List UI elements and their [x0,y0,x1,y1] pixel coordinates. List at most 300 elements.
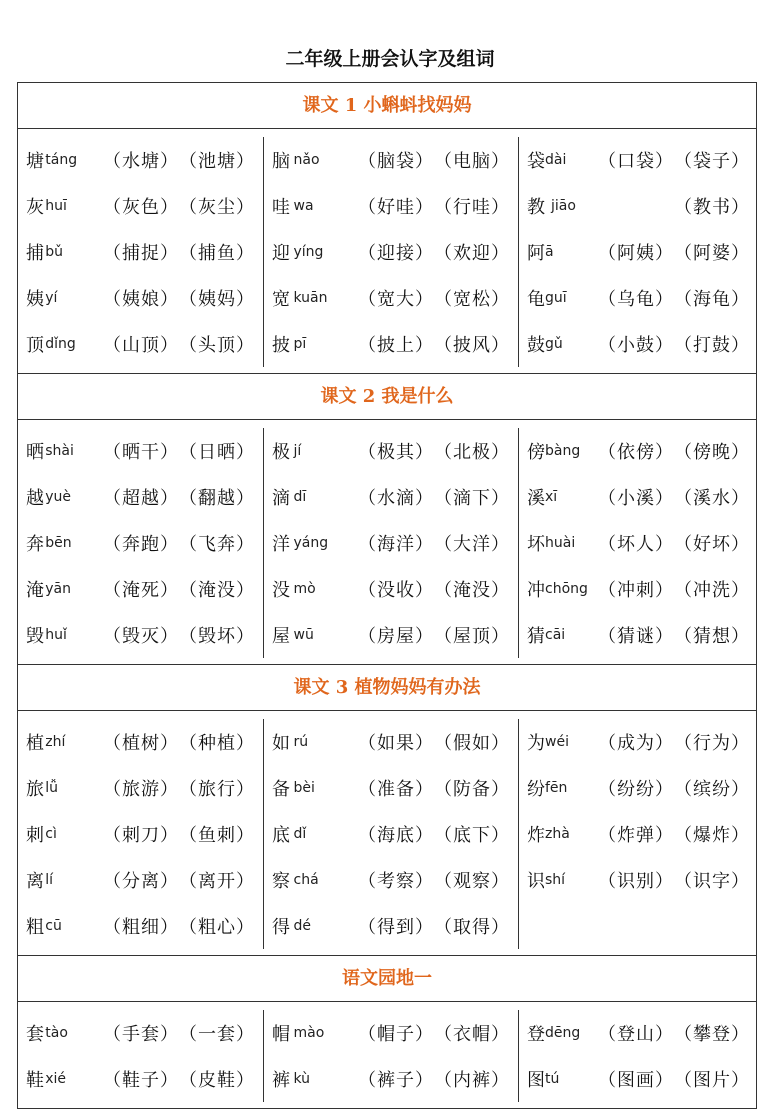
compound-word: （极其） [358,442,434,463]
compound-word: （爆炸） [674,825,750,846]
character-column [519,719,758,949]
character: 图 [527,1070,545,1091]
compound-word: （旅游） [103,779,179,800]
compound-word: （灰色） [103,197,179,218]
character-entry [264,321,518,367]
lesson-grid [17,710,757,955]
compound-word: （屋顶） [434,626,510,647]
lesson-heading: 课文 2 我是什么 [17,373,757,419]
character: 披 [272,335,290,356]
pinyin: bēn [45,535,72,551]
compound-word: （猜谜） [598,626,674,647]
compound-word: （房屋） [358,626,434,647]
compound-word: （山顶） [103,335,179,356]
character: 套 [26,1024,44,1045]
word-group [358,239,518,265]
word-group [598,775,758,801]
compound-word: （图片） [674,1070,750,1091]
pinyin: huài [545,535,576,551]
pinyin: zhí [45,734,66,750]
character: 察 [272,871,290,892]
pinyin: lǚ [45,780,59,796]
character-column [18,1010,264,1102]
pinyin: dǐ [293,826,307,842]
character-entry [519,183,758,229]
character-entry [264,428,518,474]
character: 登 [527,1024,545,1045]
compound-word: （攀登） [674,1024,750,1045]
compound-word: （披上） [358,335,434,356]
compound-word: （旅行） [179,779,255,800]
pinyin: táng [45,152,78,168]
pinyin: mò [293,581,316,597]
compound-word: （淹死） [103,580,179,601]
compound-word: （没收） [358,580,434,601]
compound-word: （奔跑） [103,534,179,555]
character-entry [264,183,518,229]
character: 植 [26,733,44,754]
word-group [598,1066,758,1092]
character: 奔 [26,534,44,555]
character-entry [519,566,758,612]
character-entry [264,474,518,520]
pinyin: bèi [293,780,315,796]
word-group [598,867,758,893]
compound-word: （海洋） [358,534,434,555]
pinyin: kù [293,1071,311,1087]
pinyin: shí [545,872,566,888]
character-entry [264,765,518,811]
character: 冲 [527,580,545,601]
character: 塘 [26,151,44,172]
word-group [358,1020,518,1046]
compound-word: （准备） [358,779,434,800]
compound-word: （毁坏） [179,626,255,647]
character-entry [18,566,263,612]
character: 炸 [527,825,545,846]
compound-word: （乌龟） [598,289,674,310]
lesson-heading: 课文 1 小蝌蚪找妈妈 [17,82,757,128]
character: 纷 [527,779,545,800]
lesson-grid [17,1001,757,1108]
pinyin: wéi [545,734,569,750]
character: 龟 [527,289,545,310]
pinyin: yuè [45,489,72,505]
character-entry [18,474,263,520]
character-entry [18,857,263,903]
character-entry [264,1056,518,1102]
pinyin: guī [545,290,567,306]
compound-word: （纷纷） [598,779,674,800]
pinyin: bǔ [45,244,64,260]
pinyin: dé [293,918,311,934]
compound-word: （皮鞋） [179,1070,255,1091]
character: 傍 [527,442,545,463]
pinyin: cì [45,826,57,842]
compound-word: （取得） [434,917,510,938]
compound-word: （粗细） [103,917,179,938]
character-column [264,719,519,949]
character: 裤 [272,1070,290,1091]
character-column [264,1010,519,1102]
character: 屋 [272,626,290,647]
character-column [264,137,519,367]
character: 旅 [26,779,44,800]
compound-word: （好哇） [358,197,434,218]
compound-word: （冲刺） [598,580,674,601]
character-entry [18,1056,263,1102]
character-entry [18,811,263,857]
character: 没 [272,580,290,601]
word-group [103,1020,263,1046]
compound-word: （防备） [434,779,510,800]
pinyin: cū [45,918,62,934]
compound-word: （头顶） [179,335,255,356]
word-group [358,729,518,755]
compound-word: （超越） [103,488,179,509]
compound-word: （缤纷） [674,779,750,800]
pinyin: yí [45,290,58,306]
character-entry [519,1056,758,1102]
character-column [519,137,758,367]
character: 越 [26,488,44,509]
character-entry [519,229,758,275]
word-group [103,913,263,939]
character-entry [18,765,263,811]
compound-word: （捕鱼） [179,243,255,264]
word-group [358,285,518,311]
word-group [103,239,263,265]
compound-word: （植树） [103,733,179,754]
character-entry [264,1010,518,1056]
word-group [358,438,518,464]
word-group [598,239,758,265]
character-entry [519,811,758,857]
word-group [358,576,518,602]
character-entry [519,520,758,566]
character: 得 [272,917,290,938]
character: 晒 [26,442,44,463]
character-entry [264,275,518,321]
word-group [103,438,263,464]
character: 顶 [26,335,44,356]
character-entry [18,719,263,765]
pinyin: dài [545,152,567,168]
character: 极 [272,442,290,463]
word-group [623,193,758,219]
character-entry [519,275,758,321]
compound-word: （观察） [434,871,510,892]
pinyin: fēn [545,780,568,796]
character-entry [18,275,263,321]
pinyin: yáng [293,535,329,551]
compound-word: （翻越） [179,488,255,509]
compound-word: （捕捉） [103,243,179,264]
character-entry [264,229,518,275]
character-entry [264,903,518,949]
character: 宽 [272,289,290,310]
character-entry [18,1010,263,1056]
compound-word: （坏人） [598,534,674,555]
compound-word: （一套） [179,1024,255,1045]
word-table [17,82,757,1109]
character: 鼓 [527,335,545,356]
character-entry [18,137,263,183]
character-entry [264,857,518,903]
character-entry [18,229,263,275]
character: 毁 [26,626,44,647]
compound-word: （海龟） [674,289,750,310]
compound-word: （毁灭） [103,626,179,647]
character-entry [519,137,758,183]
character-entry [519,428,758,474]
pinyin: jí [293,443,302,459]
compound-word: （傍晚） [674,442,750,463]
character: 溪 [527,488,545,509]
pinyin: zhà [545,826,570,842]
word-group [103,867,263,893]
compound-word: （如果） [358,733,434,754]
character: 脑 [272,151,290,172]
word-group [598,821,758,847]
word-group [598,484,758,510]
compound-word: （好坏） [674,534,750,555]
character-column [264,428,519,658]
character-column [18,719,264,949]
character: 离 [26,871,44,892]
word-group [103,821,263,847]
character: 识 [527,871,545,892]
lesson-grid [17,128,757,373]
compound-word: （得到） [358,917,434,938]
character: 教 [527,197,545,218]
character-entry [264,719,518,765]
compound-word: （裤子） [358,1070,434,1091]
character: 哇 [272,197,290,218]
compound-word: （灰尘） [179,197,255,218]
word-group [103,147,263,173]
character-column [519,1010,758,1102]
character: 袋 [527,151,545,172]
compound-word: （粗心） [179,917,255,938]
compound-word: （口袋） [598,151,674,172]
word-group [358,913,518,939]
pinyin: shài [45,443,74,459]
word-group [358,331,518,357]
character-entry [264,566,518,612]
compound-word: （图画） [598,1070,674,1091]
compound-word: （帽子） [358,1024,434,1045]
pinyin: wa [293,198,314,214]
compound-word: （小鼓） [598,335,674,356]
character-entry [519,612,758,658]
compound-word: （阿姨） [598,243,674,264]
character-entry [264,137,518,183]
pinyin: huī [45,198,67,214]
compound-word: （电脑） [434,151,510,172]
compound-word: （登山） [598,1024,674,1045]
pinyin: rú [293,734,309,750]
compound-word: （行为） [674,733,750,754]
pinyin: huǐ [45,627,67,643]
pinyin: xié [45,1071,67,1087]
compound-word: （水滴） [358,488,434,509]
compound-word: （打鼓） [674,335,750,356]
word-group [358,147,518,173]
pinyin: yān [45,581,71,597]
compound-word: （刺刀） [103,825,179,846]
word-group [103,1066,263,1092]
word-group [598,530,758,556]
compound-word: （手套） [103,1024,179,1045]
compound-word: （炸弹） [598,825,674,846]
pinyin: bàng [545,443,581,459]
word-group [103,576,263,602]
compound-word: （迎接） [358,243,434,264]
compound-word: （滴下） [434,488,510,509]
page-title: 二年级上册会认字及组词 [285,48,495,70]
word-group [598,729,758,755]
character-entry [18,183,263,229]
character-entry [264,811,518,857]
character-entry [519,474,758,520]
word-group [103,729,263,755]
character: 滴 [272,488,290,509]
compound-word: （大洋） [434,534,510,555]
character-entry [18,903,263,949]
word-group [358,867,518,893]
word-group [598,1020,758,1046]
character: 备 [272,779,290,800]
character-entry [519,857,758,903]
character: 刺 [26,825,44,846]
character: 姨 [26,289,44,310]
compound-word: （识字） [674,871,750,892]
word-group [598,331,758,357]
character-entry [18,428,263,474]
word-group [598,576,758,602]
pinyin: tào [45,1025,68,1041]
word-group [358,622,518,648]
pinyin: wū [293,627,314,643]
character: 淹 [26,580,44,601]
pinyin: xī [545,489,558,505]
character: 阿 [527,243,545,264]
pinyin: kuān [293,290,328,306]
pinyin: ā [545,244,554,260]
word-group [358,530,518,556]
character: 为 [527,733,545,754]
pinyin: mào [293,1025,325,1041]
compound-word: （底下） [434,825,510,846]
word-group [358,775,518,801]
compound-word: （淹没） [179,580,255,601]
compound-word: （姨娘） [103,289,179,310]
compound-word: （识别） [598,871,674,892]
character-entry [18,520,263,566]
compound-word: （飞奔） [179,534,255,555]
compound-word: （分离） [103,871,179,892]
compound-word: （衣帽） [434,1024,510,1045]
compound-word: （阿婆） [674,243,750,264]
compound-word: （晒干） [103,442,179,463]
pinyin: dī [293,489,307,505]
word-group [103,193,263,219]
pinyin: chá [293,872,319,888]
lesson-heading: 课文 3 植物妈妈有办法 [17,664,757,710]
compound-word: （宽大） [358,289,434,310]
character: 坏 [527,534,545,555]
word-group [103,484,263,510]
pinyin: jiāo [551,198,576,214]
word-group [598,438,758,464]
character-entry [18,612,263,658]
character-entry [519,321,758,367]
compound-word: （鞋子） [103,1070,179,1091]
character-column [18,137,264,367]
character: 底 [272,825,290,846]
character: 迎 [272,243,290,264]
pinyin: yíng [293,244,324,260]
compound-word: （脑袋） [358,151,434,172]
compound-word: （披风） [434,335,510,356]
compound-word: （猜想） [674,626,750,647]
pinyin: tú [545,1071,560,1087]
compound-word: （小溪） [598,488,674,509]
compound-word: （宽松） [434,289,510,310]
compound-word: （行哇） [434,197,510,218]
character-entry [264,520,518,566]
character-column [519,428,758,658]
pinyin: chōng [545,581,588,597]
word-group [358,484,518,510]
character: 猜 [527,626,545,647]
compound-word: （内裤） [434,1070,510,1091]
character-entry [519,719,758,765]
word-group [598,147,758,173]
compound-word: （冲洗） [674,580,750,601]
character: 粗 [26,917,44,938]
pinyin: dǐng [45,336,76,352]
character-column [18,428,264,658]
compound-word: （溪水） [674,488,750,509]
word-group [598,622,758,648]
character-entry [519,765,758,811]
word-group [103,622,263,648]
word-group [358,1066,518,1092]
word-group [358,821,518,847]
word-group [103,530,263,556]
pinyin: lí [45,872,54,888]
character: 灰 [26,197,44,218]
pinyin: nǎo [293,152,320,168]
compound-word: （水塘） [103,151,179,172]
word-group [358,193,518,219]
compound-word: （教书） [674,197,750,218]
compound-word: （日晒） [179,442,255,463]
pinyin: cāi [545,627,566,643]
compound-word: （欢迎） [434,243,510,264]
compound-word: （考察） [358,871,434,892]
compound-word: （假如） [434,733,510,754]
word-group [103,775,263,801]
lesson-heading: 语文园地一 [17,955,757,1001]
compound-word: （海底） [358,825,434,846]
compound-word: （种植） [179,733,255,754]
compound-word: （姨妈） [179,289,255,310]
character-entry [18,321,263,367]
compound-word: （池塘） [179,151,255,172]
